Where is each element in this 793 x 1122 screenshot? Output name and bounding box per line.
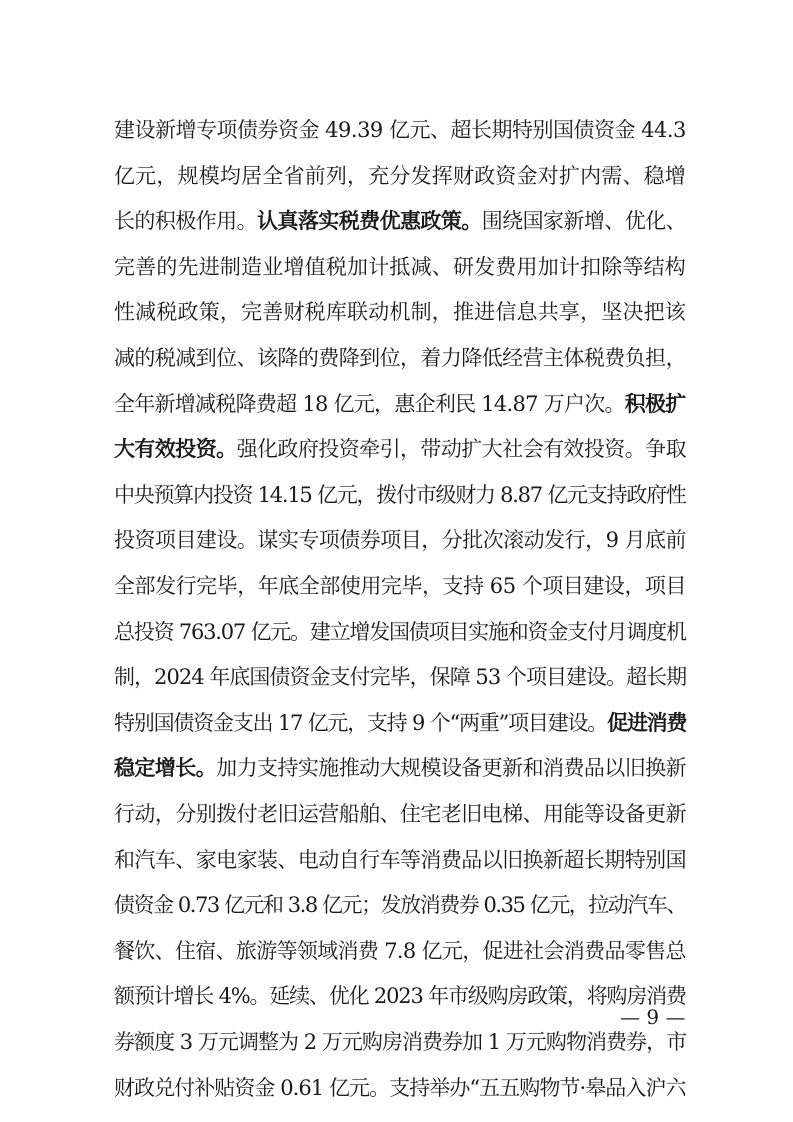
text-line [114,344,686,372]
text-line [114,937,686,965]
text-line [114,891,686,919]
text-line [114,435,686,463]
text-line [114,481,686,509]
text-line [114,709,686,737]
text-line [114,800,686,828]
bold-heading-text: 稳定增长。 [114,756,217,781]
bold-heading-text: 认真落实税费优惠政策。 [257,209,482,234]
line-text: 和汽车、家电家装、电动自行车等消费品以旧换新超长期特别国 [114,847,686,872]
line-text: 围绕国家新增、优化、 [481,209,687,234]
text-line [114,982,686,1010]
text-line [114,754,686,782]
text-line [114,663,686,691]
text-line [114,618,686,646]
bold-heading-text: 积极扩 [624,391,686,416]
line-text: 完善的先进制造业增值税加计抵减、研发费用加计扣除等结构 [114,254,686,279]
text-line [114,390,686,418]
text-line [114,1028,686,1056]
text-line [114,253,686,281]
line-text: 长的积极作用。 [114,209,257,234]
line-text: 减的税减到位、该降的费降到位，着力降低经营主体税费负担， [114,346,686,370]
text-line [114,116,686,144]
line-text: 亿元，规模均居全省前列，充分发挥财政资金对扩内需、稳增 [114,163,686,188]
line-text: 加力支持实施推动大规模设备更新和消费品以旧换新 [216,756,687,781]
text-line [114,298,686,326]
line-text: 餐饮、住宿、旅游等领域消费 7.8 亿元，促进社会消费品零售总 [114,938,686,963]
line-text: 券额度 3 万元调整为 2 万元购房消费券加 1 万元购物消费券，市 [114,1030,687,1054]
page-number: — 9 — [620,1005,686,1029]
line-text: 财政兑付补贴资金 0.61 亿元。支持举办“五五购物节·皋品入沪六 [114,1075,686,1100]
text-line [114,526,686,554]
line-text: 投资项目建设。谋实专项债券项目，分批次滚动发行，9 月底前 [114,528,687,553]
line-text: 中央预算内投资 14.15 亿元，拨付市级财力 8.87 亿元支持政府性 [114,482,686,507]
text-line [114,572,686,600]
line-text: 建设新增专项债券资金 49.39 亿元、超长期特别国债资金 44.3 [114,118,686,142]
line-text: 强化政府投资牵引，带动扩大社会有效投资。争取 [236,437,687,462]
line-text: 制，2024 年底国债资金支付完毕，保障 53 个项目建设。超长期 [114,665,687,690]
text-line [114,1074,686,1102]
bold-heading-text: 大有效投资。 [114,437,237,462]
line-text: 额预计增长 4%。延续、优化 2023 年市级购房政策，将购房消费 [114,984,686,1009]
bold-heading-text: 促进消费 [607,710,687,735]
line-text: 全部发行完毕，年底全部使用完毕，支持 65 个项目建设，项目 [114,574,687,598]
line-text: 全年新增减税降费超 18 亿元，惠企利民 14.87 万户次。 [114,391,625,416]
text-line [114,846,686,874]
line-text: 特别国债资金支出 17 亿元，支持 9 个“两重”项目建设。 [114,710,608,735]
line-text: 行动，分别拨付老旧运营船舶、住宅老旧电梯、用能等设备更新 [114,802,686,826]
text-line [114,207,686,235]
text-line [114,162,686,190]
line-text: 债资金 0.73 亿元和 3.8 亿元；发放消费券 0.35 亿元，拉动汽车、 [114,893,686,918]
line-text: 总投资 763.07 亿元。建立增发国债项目实施和资金支付月调度机 [114,619,686,644]
line-text: 性减税政策，完善财税库联动机制，推进信息共享，坚决把该 [114,300,686,325]
